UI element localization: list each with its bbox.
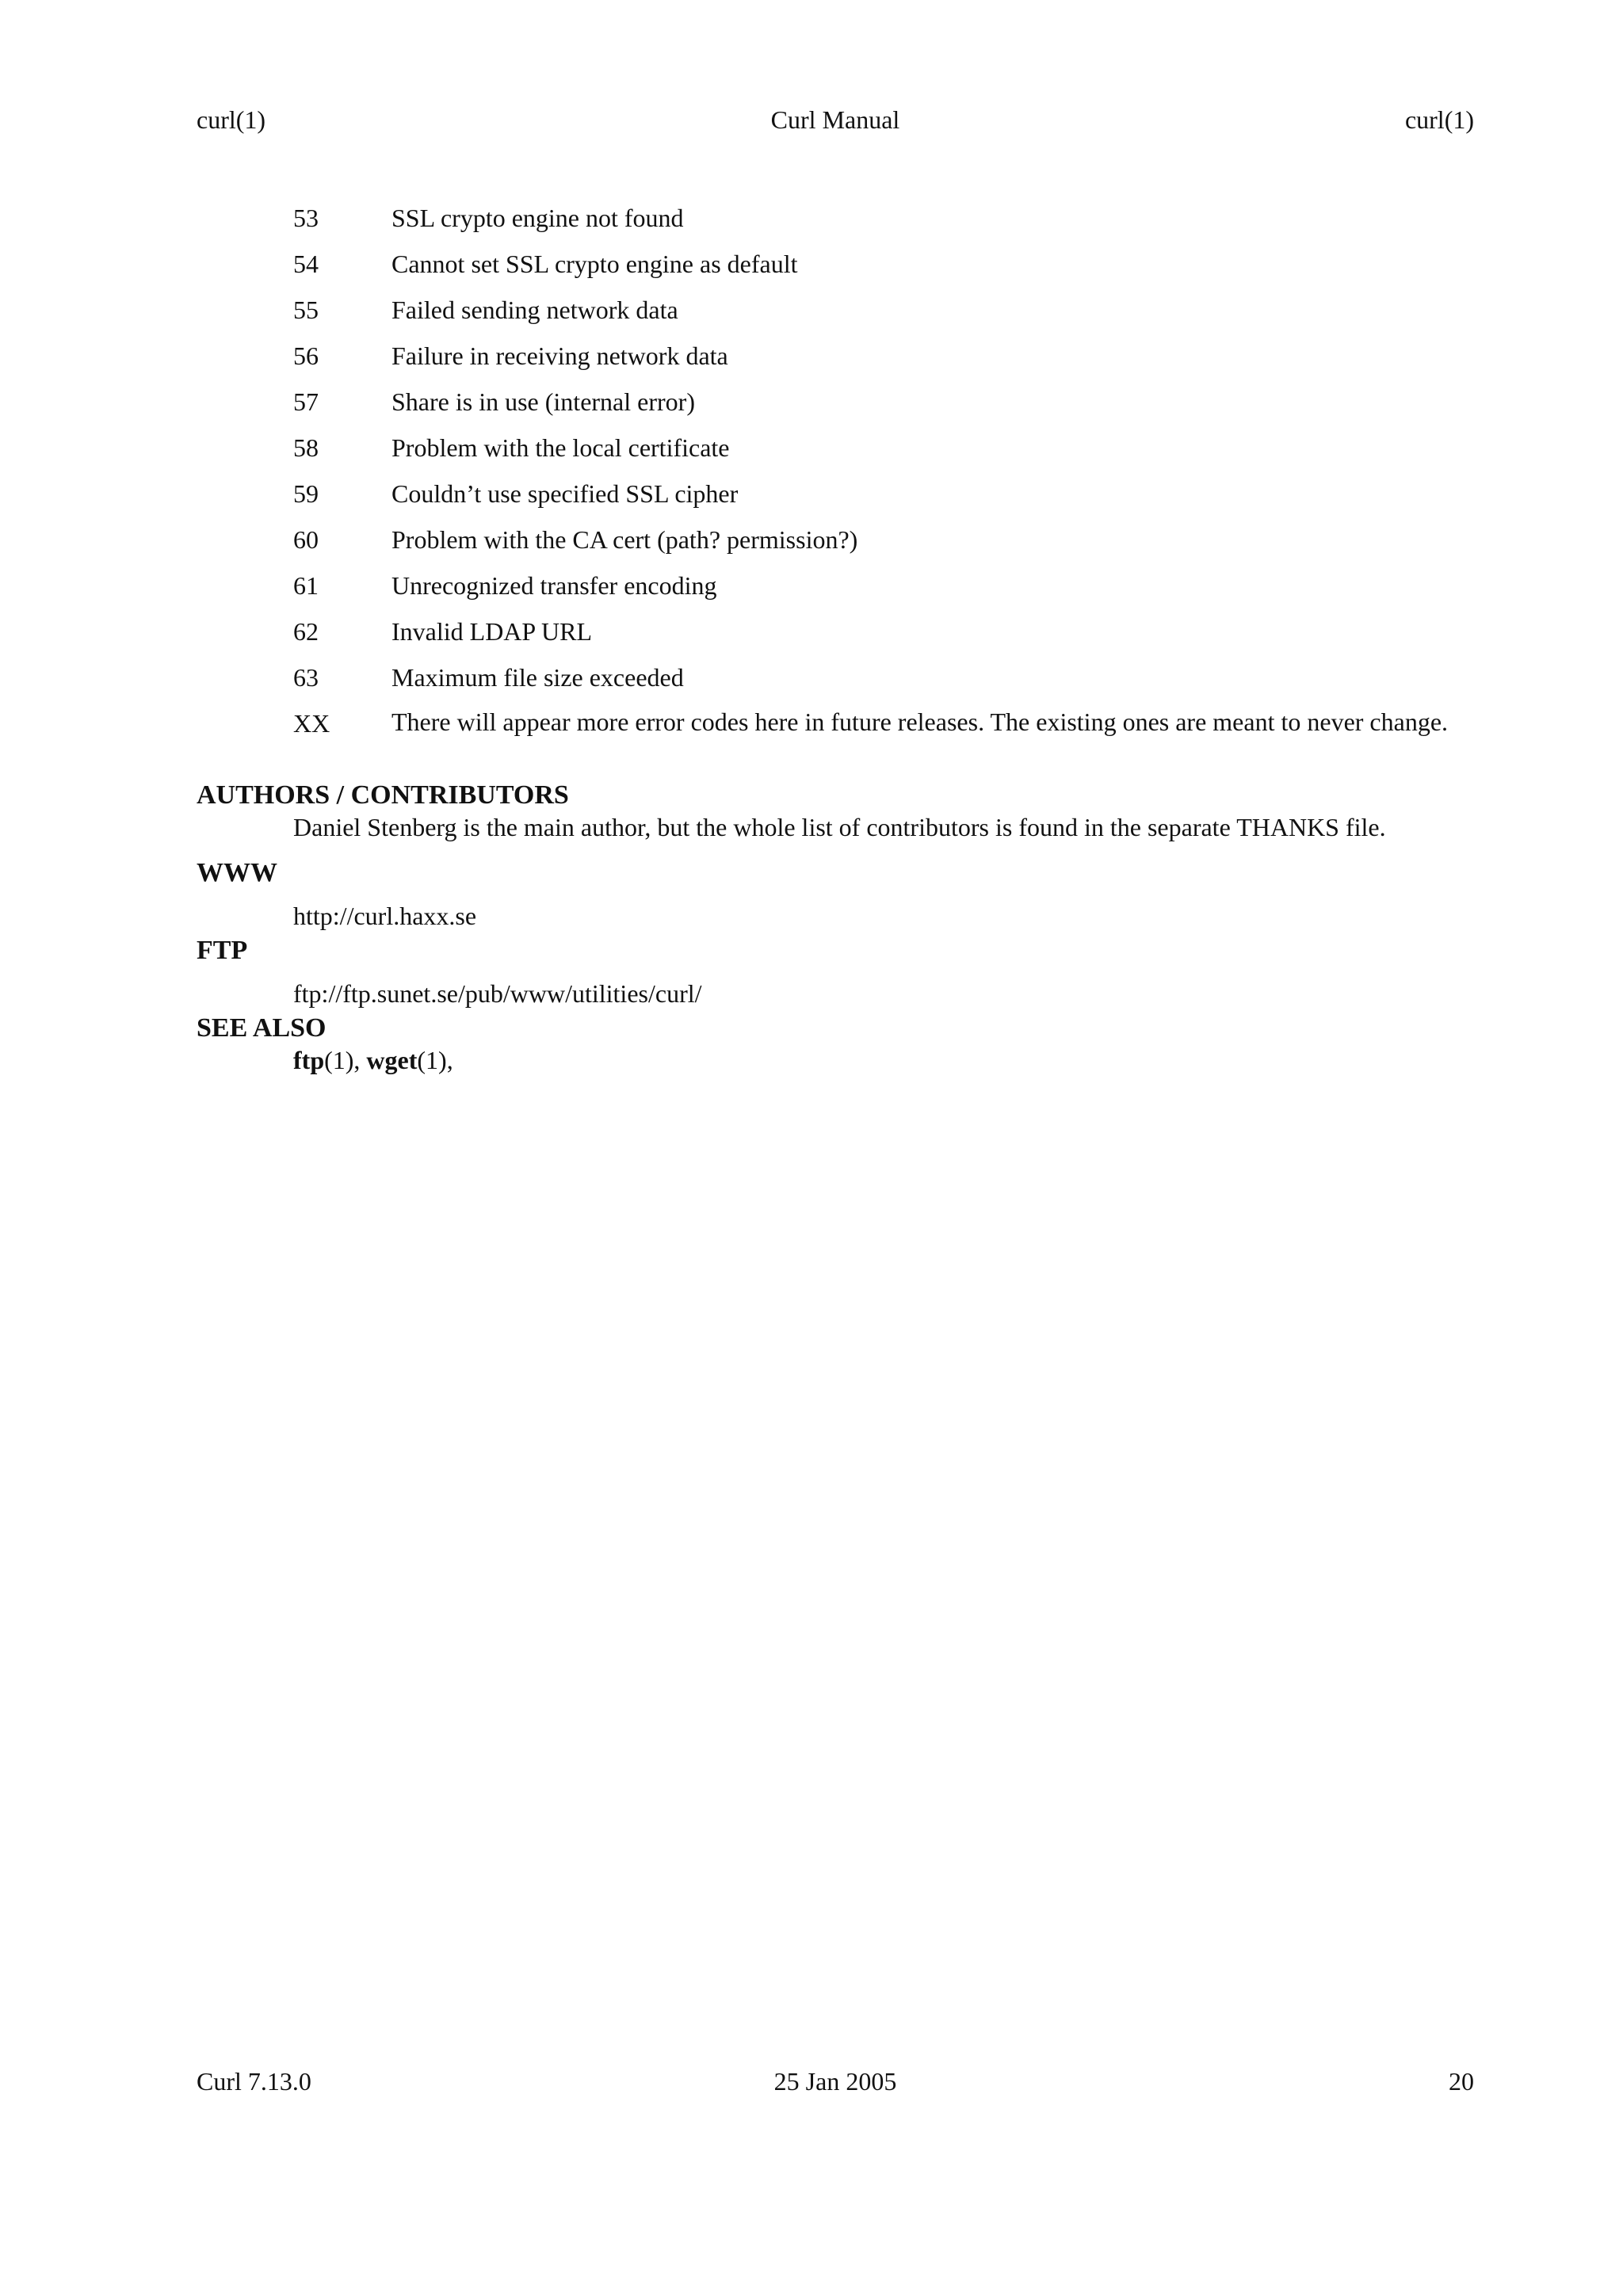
see-also-section [197, 1013, 1474, 1075]
exit-code-description: Cannot set SSL crypto engine as default [391, 250, 798, 278]
footer-version: Curl 7.13.0 [197, 2067, 311, 2096]
exit-code-row [293, 524, 1474, 570]
man-ref-section: (1), [417, 1045, 453, 1074]
exit-code-description: Problem with the CA cert (path? permission?) [391, 525, 858, 554]
exit-code-row [293, 249, 1474, 295]
exit-code-row [293, 387, 1474, 433]
exit-code-description: Couldn’t use specified SSL cipher [391, 479, 739, 508]
header-right: curl(1) [1404, 105, 1474, 134]
exit-code-description: Problem with the local certificate [391, 433, 730, 462]
footer-date: 25 Jan 2005 [773, 2067, 897, 2096]
exit-code-row [293, 616, 1474, 662]
website-url: http://curl.haxx.se [293, 901, 477, 930]
exit-code-number: 53 [293, 204, 319, 232]
exit-code-number: 58 [293, 433, 319, 462]
exit-code-number: 54 [293, 250, 319, 278]
exit-code-row [293, 433, 1474, 479]
exit-code-number: 63 [293, 663, 319, 692]
exit-code-number: 56 [293, 341, 319, 370]
www-section [197, 857, 1474, 931]
exit-code-number: 57 [293, 387, 319, 416]
exit-code-description: Unrecognized transfer encoding [391, 571, 717, 600]
header-left: curl(1) [197, 105, 266, 134]
authors-section [197, 780, 1474, 842]
exit-code-row [293, 479, 1474, 524]
exit-code-number: XX [293, 709, 330, 738]
exit-code-description: Maximum file size exceeded [391, 663, 684, 692]
exit-code-description: Failed sending network data [391, 296, 678, 324]
exit-code-number: 59 [293, 479, 319, 508]
exit-code-row [293, 341, 1474, 387]
section-heading: WWW [197, 858, 277, 887]
man-ref-name: wget [366, 1045, 418, 1074]
exit-code-description: There will appear more error codes here in future releases. The existing ones are meant to never change. [391, 707, 1449, 736]
page-header [197, 105, 1474, 139]
exit-code-row [293, 662, 1474, 708]
exit-code-row [293, 708, 1474, 776]
exit-code-row [293, 570, 1474, 616]
section-heading: AUTHORS / CONTRIBUTORS [197, 780, 569, 810]
exit-code-row [293, 295, 1474, 341]
exit-code-number: 62 [293, 617, 319, 646]
exit-code-description: Share is in use (internal error) [391, 387, 695, 416]
exit-code-list [293, 203, 1474, 776]
man-ref-name: ftp [293, 1045, 325, 1074]
exit-code-description: Failure in receiving network data [391, 341, 728, 370]
header-title: Curl Manual [770, 105, 900, 134]
man-ref-section: (1), [324, 1045, 361, 1074]
ftp-url: ftp://ftp.sunet.se/pub/www/utilities/curl/ [293, 978, 702, 1008]
exit-code-number: 60 [293, 525, 319, 554]
section-heading: FTP [197, 936, 248, 965]
exit-code-row [293, 203, 1474, 249]
ftp-section [197, 935, 1474, 1009]
exit-code-description: SSL crypto engine not found [391, 204, 684, 232]
page-footer [197, 2066, 1474, 2101]
exit-code-number: 61 [293, 571, 319, 600]
see-also-refs [293, 1045, 1474, 1075]
section-heading: SEE ALSO [197, 1013, 327, 1043]
section-text: Daniel Stenberg is the main author, but the whole list of contributors is found in the separate THANKS file. [293, 812, 1386, 841]
exit-code-number: 55 [293, 296, 319, 324]
page-number: 20 [1449, 2067, 1474, 2096]
exit-code-description: Invalid LDAP URL [391, 617, 593, 646]
